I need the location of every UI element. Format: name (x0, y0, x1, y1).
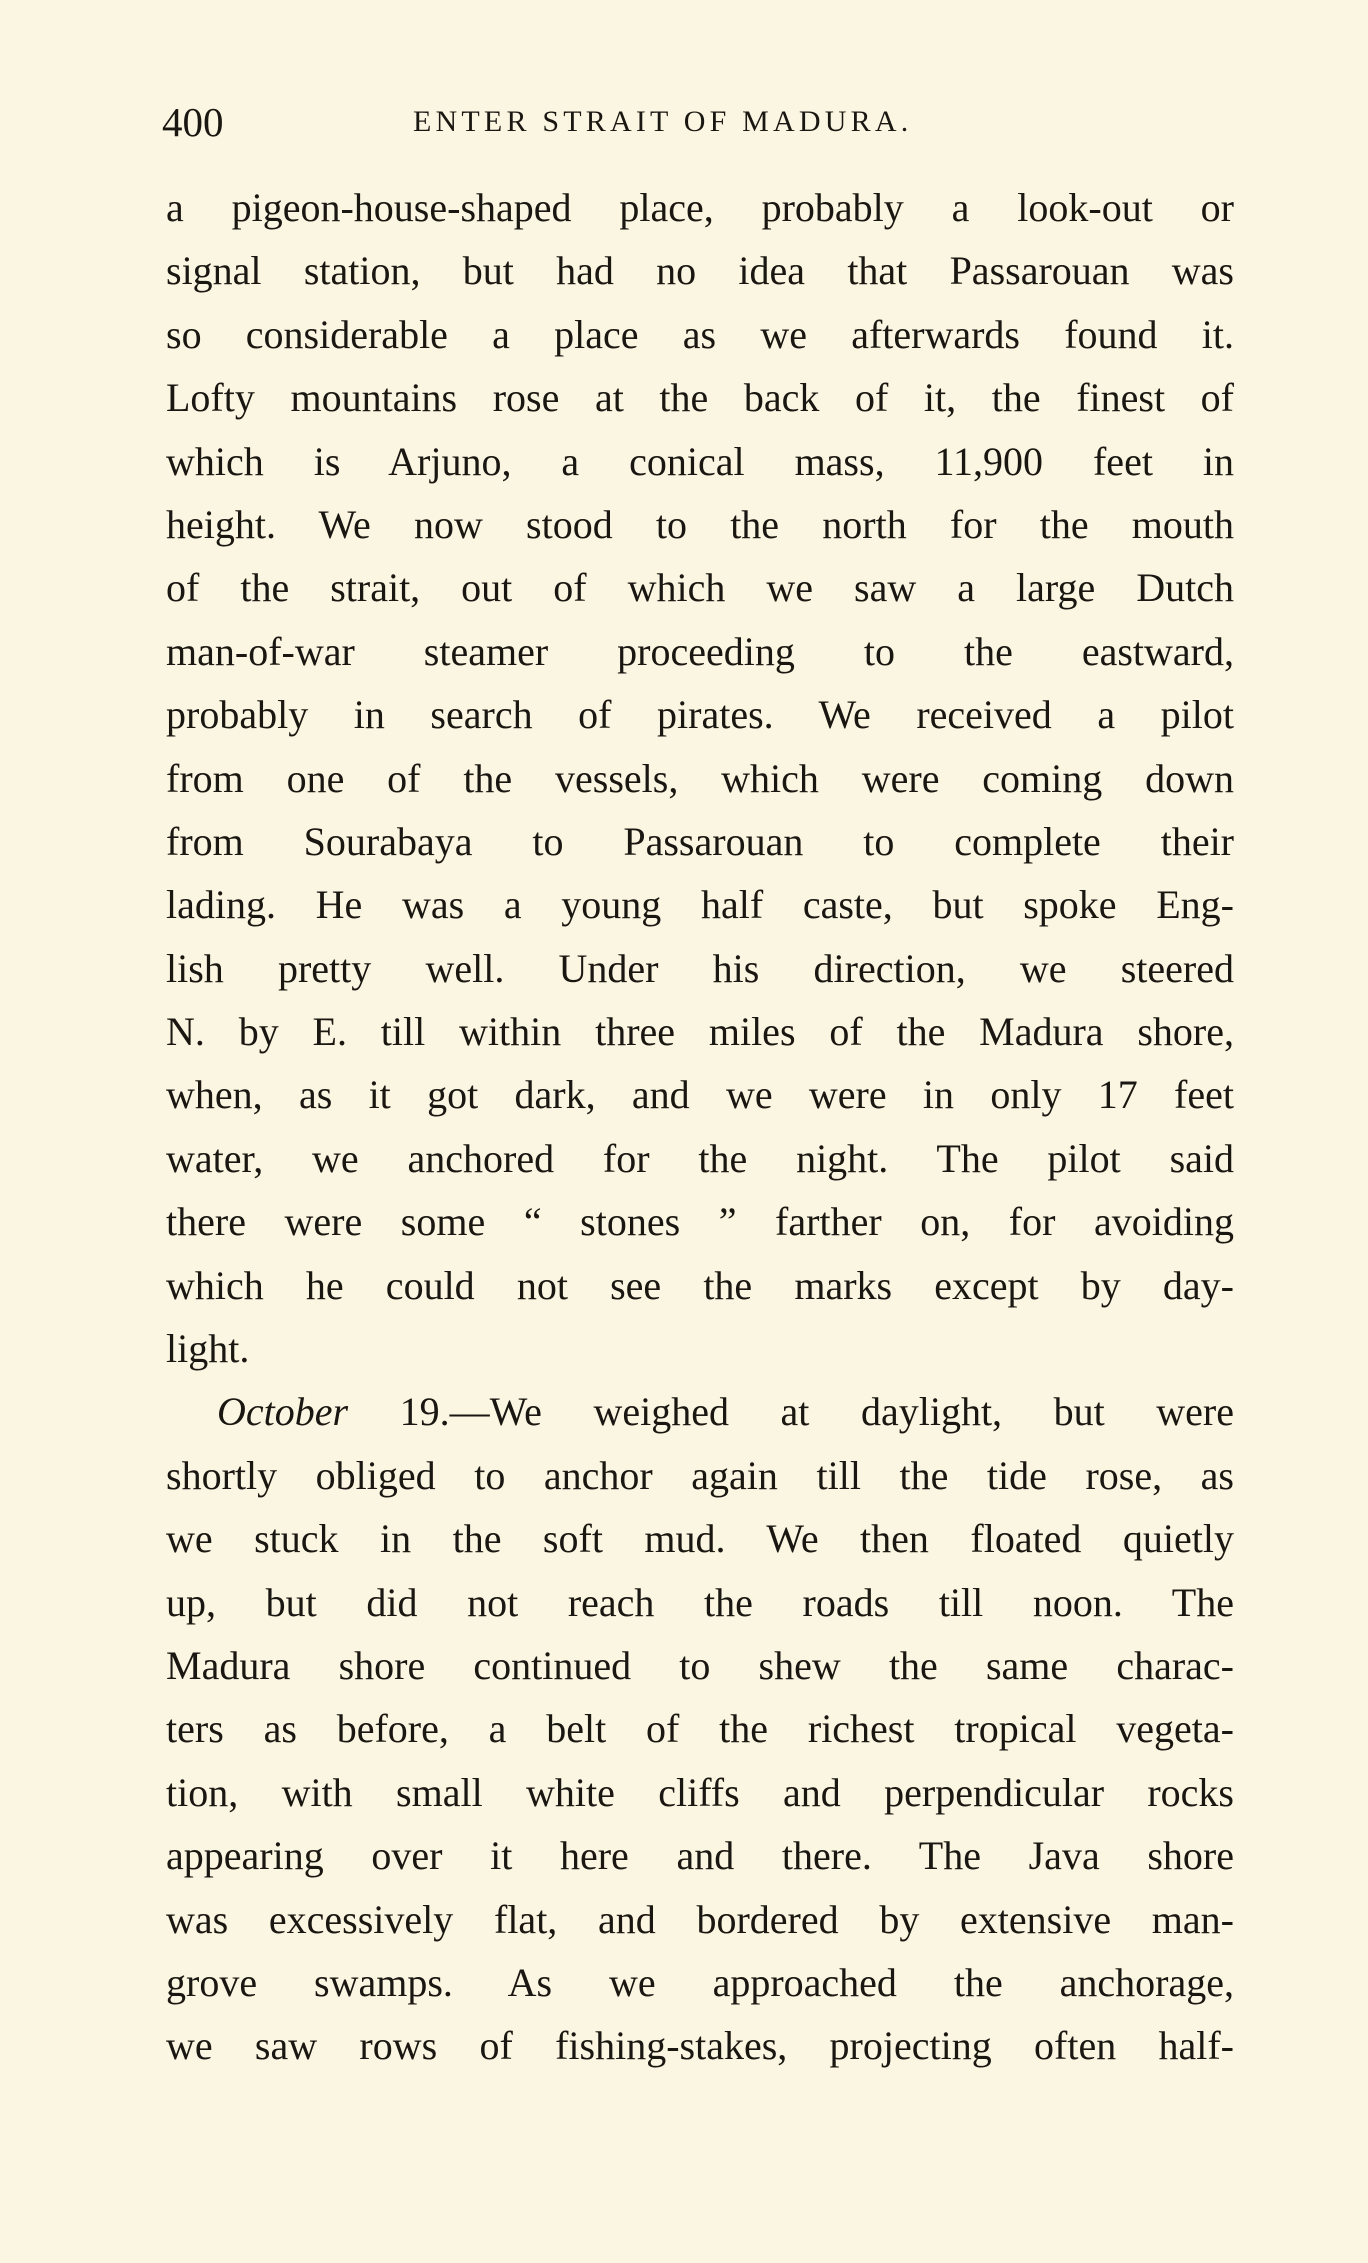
text-line: which he could not see the marks except by day- (166, 1262, 1234, 1308)
text-line: Lofty mountains rose at the back of it, the finest of (166, 375, 1234, 421)
text-line: was excessively flat, and bordered by extensive man- (166, 1896, 1234, 1942)
text-line: when, as it got dark, and we were in only 17 feet (166, 1072, 1234, 1118)
text-line: man-of-war steamer proceeding to the eastward, (166, 628, 1234, 674)
chapter-heading: ENTER STRAIT OF MADURA. (413, 105, 913, 138)
text-line-rest: 19.—We weighed at daylight, but were (348, 1389, 1234, 1435)
text-line: which is Arjuno, a conical mass, 11,900 feet in (166, 438, 1234, 484)
running-head (162, 92, 1238, 152)
text-line: from one of the vessels, which were coming down (166, 755, 1234, 801)
text-line: from Sourabaya to Passarouan to complete their (166, 818, 1234, 864)
text-line: ters as before, a belt of the richest tropical vegeta- (166, 1706, 1234, 1752)
text-line: up, but did not reach the roads till noon. The (166, 1579, 1234, 1625)
text-line: probably in search of pirates. We received a pilot (166, 692, 1234, 738)
paragraph-1 (166, 176, 1234, 1380)
text-line: a pigeon-house-shaped place, probably a look-out or (166, 185, 1234, 230)
text-line: lish pretty well. Under his direction, we steered (166, 945, 1234, 991)
text-line: lading. He was a young half caste, but spoke Eng- (166, 882, 1234, 928)
text-line: Madura shore continued to shew the same charac- (166, 1642, 1234, 1688)
page-number: 400 (162, 99, 224, 145)
text-line: so considerable a place as we afterwards found it. (166, 311, 1234, 357)
text-line: shortly obliged to anchor again till the tide rose, as (166, 1452, 1234, 1498)
text-line: of the strait, out of which we saw a large Dutch (166, 565, 1234, 611)
text-line: we saw rows of fishing-stakes, projecting often half- (166, 2023, 1234, 2069)
text-line: light. (166, 1326, 250, 1372)
text-line: tion, with small white cliffs and perpendicular rocks (166, 1769, 1234, 1815)
body-text (166, 176, 1234, 2078)
text-line: water, we anchored for the night. The pilot said (166, 1135, 1234, 1181)
text-line: signal station, but had no idea that Passarouan was (166, 248, 1234, 294)
text-line: we stuck in the soft mud. We then floated quietly (166, 1516, 1234, 1562)
paragraph-2 (166, 1380, 1234, 2077)
text-line: N. by E. till within three miles of the Madura shore, (166, 1009, 1234, 1055)
text-line: height. We now stood to the north for the mouth (166, 501, 1234, 547)
text-line-first (166, 1380, 1234, 1443)
text-line: grove swamps. As we approached the anchorage, (166, 1959, 1234, 2005)
date-label: October (217, 1389, 349, 1435)
text-line: there were some “ stones ” farther on, for avoiding (166, 1199, 1234, 1245)
text-line: appearing over it here and there. The Java shore (166, 1833, 1234, 1879)
